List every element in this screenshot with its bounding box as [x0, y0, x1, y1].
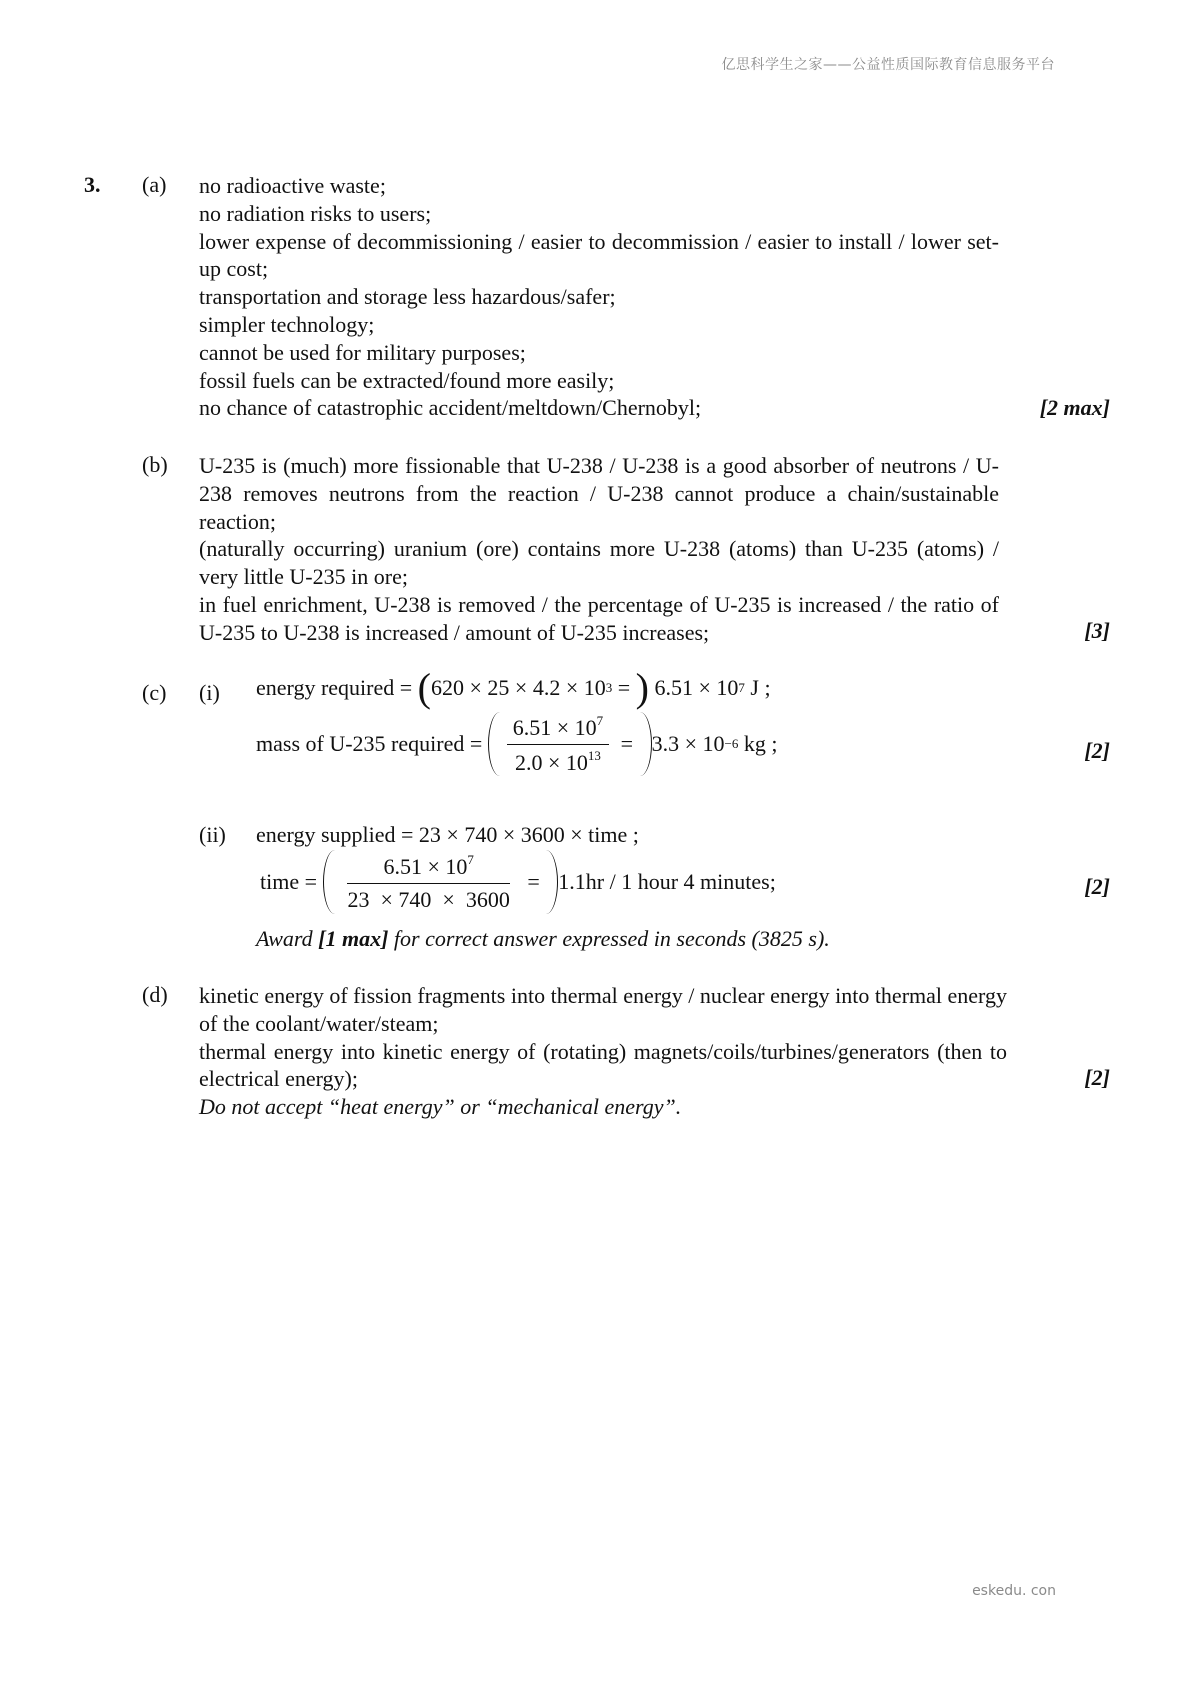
answer-line: no radiation risks to users;	[199, 200, 432, 226]
answer-line: fossil fuels can be extracted/found more easily;	[199, 367, 615, 393]
eq-result: 1.1hr / 1 hour 4 minutes;	[558, 869, 776, 894]
eq-equals: =	[612, 675, 636, 700]
right-paren: )	[635, 665, 649, 710]
numerator-value: 6.51 × 10	[383, 853, 468, 879]
part-d-answers	[199, 982, 1007, 1121]
eq-unit: kg ;	[738, 731, 778, 756]
numerator-exp: 7	[467, 851, 474, 867]
answer-line: no chance of catastrophic accident/meltdown/Chernobyl;	[199, 395, 702, 421]
right-paren	[545, 850, 558, 914]
answer-line: simpler technology;	[199, 311, 375, 337]
eq-result: 6.51 × 10	[648, 675, 739, 700]
energy-supplied-equation	[256, 822, 639, 848]
mass-required-equation	[256, 712, 777, 776]
eq-result: 3.3 × 10	[651, 731, 725, 756]
eq-exp: 3	[605, 680, 613, 695]
eq-prefix: energy required =	[256, 675, 418, 700]
part-b-label: (b)	[142, 452, 168, 477]
eq-result-exp: −6	[724, 736, 739, 751]
numerator	[507, 713, 609, 745]
left-paren	[488, 712, 501, 776]
numerator-exp: 7	[596, 712, 604, 728]
eq-inner: 620 × 25 × 4.2 × 10	[431, 675, 606, 700]
answer-line: (naturally occurring) uranium (ore) contains more U-238 (atoms) than U-235 (atoms) / very little U-235 in ore;	[199, 536, 999, 590]
left-paren: (	[417, 665, 431, 710]
part-a-mark: [2 max]	[1039, 395, 1110, 420]
note-mark: [1 max]	[318, 926, 389, 951]
note-text: for correct answer expressed in seconds (3825 s).	[388, 926, 830, 951]
eq-unit: J ;	[744, 675, 771, 700]
part-c-i-mark: [2]	[1084, 738, 1110, 763]
page-header: 亿思科学生之家——公益性质国际教育信息服务平台	[721, 57, 1055, 73]
answer-line: transportation and storage less hazardous/safer;	[199, 284, 616, 310]
part-a-label: (a)	[142, 172, 167, 197]
part-c-ii-note	[256, 926, 830, 952]
note-text: Award	[256, 926, 319, 951]
energy-required-equation	[256, 665, 771, 710]
eq-result-exp: 7	[738, 680, 745, 695]
part-d-label: (d)	[142, 982, 168, 1007]
part-c-ii-mark: [2]	[1084, 874, 1110, 899]
denominator-value: 2.0 × 10	[515, 749, 588, 775]
part-a-answers	[199, 172, 999, 422]
answer-line: U-235 is (much) more fissionable that U-238 / U-238 is a good absorber of neutrons / U-238 removes neutrons from the reaction / U-238 cannot produce a chain/sustainable reaction;	[199, 453, 999, 534]
question-number: 3.	[84, 172, 101, 197]
eq-equals: =	[615, 731, 639, 756]
part-d-mark: [2]	[1084, 1065, 1110, 1090]
answer-note: Do not accept “heat energy” or “mechanical energy”.	[199, 1094, 682, 1120]
part-c-ii-label: (ii)	[199, 822, 226, 847]
eq-prefix: time =	[260, 869, 323, 894]
answer-line: in fuel enrichment, U-238 is removed / the percentage of U-235 is increased / the ratio of U-235 to U-238 is increased / amount of U-235 increases;	[199, 591, 999, 645]
answer-line: thermal energy into kinetic energy of (rotating) magnets/coils/turbines/generators (then to electrical energy);	[199, 1038, 1007, 1092]
answer-line: cannot be used for military purposes;	[199, 339, 526, 365]
answer-line: kinetic energy of fission fragments into thermal energy / nuclear energy into thermal energy of the coolant/water/steam;	[199, 983, 1007, 1036]
numerator-value: 6.51 × 10	[512, 714, 597, 740]
denominator-exp: 13	[587, 747, 601, 763]
right-paren	[639, 712, 652, 776]
part-b-answers	[199, 452, 999, 647]
answer-line: no radioactive waste;	[199, 173, 386, 198]
time-equation	[260, 850, 776, 914]
eq-text: energy supplied = 23 × 740 × 3600 × time ;	[256, 822, 639, 847]
numerator	[347, 852, 509, 884]
denominator: 23 × 740 × 3600	[347, 886, 510, 912]
left-paren	[323, 850, 336, 914]
denominator	[509, 745, 607, 776]
part-b-mark: [3]	[1084, 618, 1110, 643]
part-c-label: (c)	[142, 680, 167, 705]
eq-equals: =	[521, 869, 546, 894]
eq-prefix: mass of U-235 required =	[256, 731, 488, 756]
fraction	[342, 852, 516, 913]
answer-line: lower expense of decommissioning / easier to decommission / easier to install / lower set-up cost;	[199, 228, 999, 282]
part-c-i-label: (i)	[199, 680, 220, 705]
page-footer: eskedu. con	[972, 1583, 1056, 1599]
fraction	[507, 713, 609, 776]
